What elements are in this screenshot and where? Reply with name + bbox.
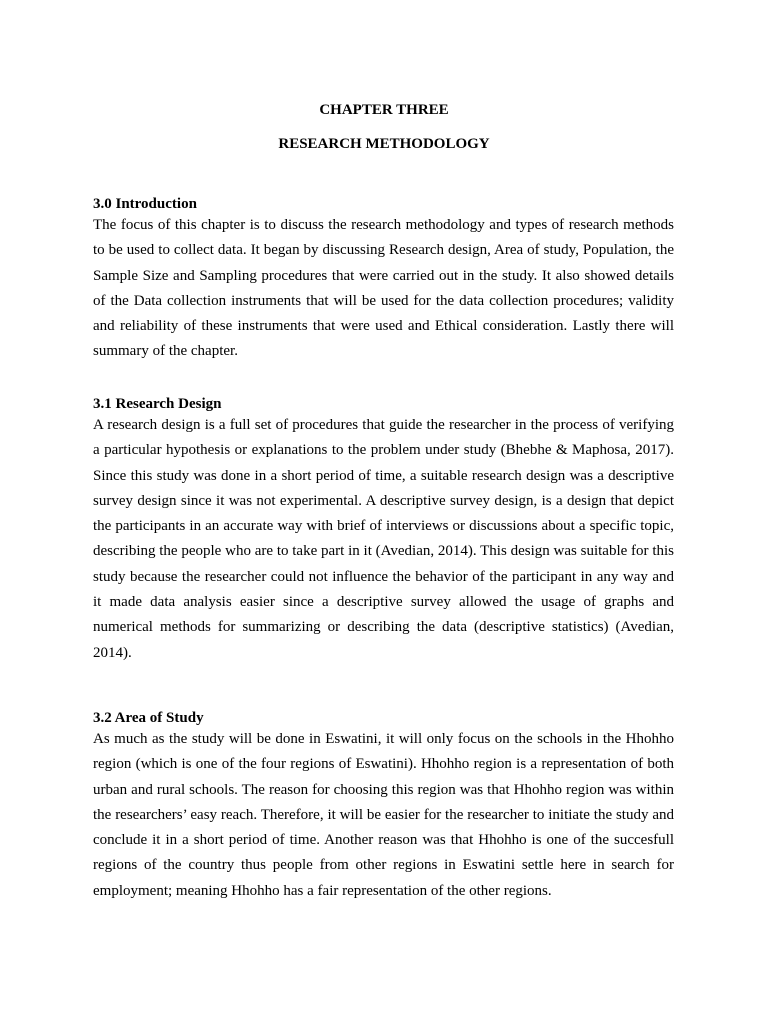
section-paragraph: A research design is a full set of procedures that guide the researcher in the process of verifying a particular hypothesis or explanations to the problem under study (Bhebhe & Maphosa, 2017). Since this study was done in a short period of time, a suitable research design was a descriptive survey design since it was not experimental. A descriptive survey design, is a design that depict the participants in an accurate way with brief of interviews or discussions about a specific topic, describing the people who are to take part in it (Avedian, 2014). This design was suitable for this study because the researcher could not influence the behavior of the participant in any way and it made data analysis easier since a descriptive survey allowed the usage of graphs and numerical methods for summarizing or describing the data (descriptive statistics) (Avedian, 2014). <box>93 417 674 661</box>
section-area-of-study <box>93 709 674 904</box>
section-heading: 3.1 Research Design <box>93 396 222 412</box>
section-heading: 3.2 Area of Study <box>93 710 204 726</box>
section-introduction <box>93 195 674 365</box>
section-heading: 3.0 Introduction <box>93 196 197 212</box>
chapter-number: CHAPTER THREE <box>319 102 449 118</box>
section-research-design <box>93 395 674 666</box>
section-paragraph: The focus of this chapter is to discuss the research methodology and types of research methods to be used to collect data. It began by discussing Research design, Area of study, Population, the Sample Size and Sampling procedures that were carried out in the study. It also showed details of the Data collection instruments that will be used for the data collection procedures; validity and reliability of these instruments that were used and Ethical consideration. Lastly there will summary of the chapter. <box>93 217 674 360</box>
chapter-title: RESEARCH METHODOLOGY <box>278 136 490 152</box>
section-paragraph: As much as the study will be done in Eswatini, it will only focus on the schools in the Hhohho region (which is one of the four regions of Eswatini). Hhohho region is a representation of both urban and rural schools. The reason for choosing this region was that Hhohho region was within the researchers’ easy reach. Therefore, it will be easier for the researcher to initiate the study and conclude it in a short period of time. Another reason was that Hhohho is one of the succesfull regions of the country thus people from other regions in Eswatini settle here in search for employment; meaning Hhohho has a fair representation of the other regions. <box>93 731 674 899</box>
